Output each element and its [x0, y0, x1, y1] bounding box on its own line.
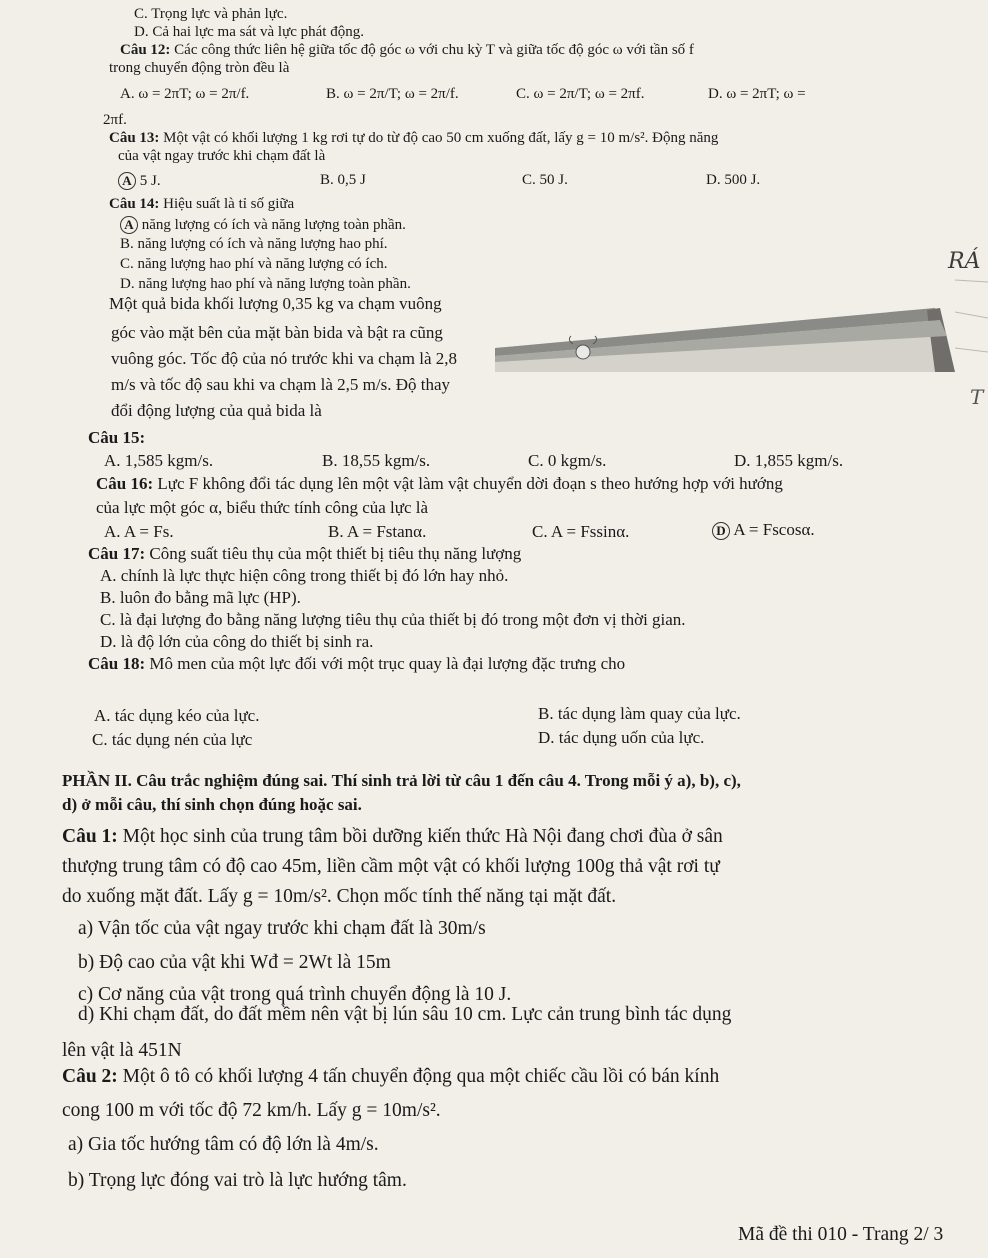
q16-option-d: D A = Fscosα. [712, 520, 815, 540]
q14-option-b: B. năng lượng có ích và năng lượng hao phí. [120, 236, 388, 252]
q12-line1: Câu 12: Các công thức liên hệ giữa tốc độ góc ω với chu kỳ T và giữa tốc độ góc ω với tần số f [120, 42, 694, 58]
q18-option-b: B. tác dụng làm quay của lực. [538, 704, 741, 723]
option-d: D. Cả hai lực ma sát và lực phát động. [134, 24, 364, 40]
p2-item-b: b) Trọng lực đóng vai trò là lực hướng tâm. [68, 1170, 407, 1191]
q18-option-c: C. tác dụng nén của lực [92, 730, 253, 749]
q12-option-b: B. ω = 2π/T; ω = 2π/f. [326, 86, 459, 102]
q12-line2: trong chuyển động tròn đều là [109, 60, 290, 76]
q15-option-c: C. 0 kgm/s. [528, 451, 607, 470]
q12-head: Câu 12: [120, 42, 171, 58]
billiard-table-figure [495, 306, 955, 386]
p1-item-c: c) Cơ năng của vật trong quá trình chuyển động là 10 J. [78, 984, 512, 1005]
q15-line1: Một quả bida khối lượng 0,35 kg va chạm vuông [109, 294, 442, 313]
q15-option-a: A. 1,585 kgm/s. [104, 451, 214, 470]
page-footer: Mã đề thi 010 - Trang 2/ 3 [738, 1224, 944, 1245]
q13-option-b: B. 0,5 J [320, 172, 366, 188]
p2-item-a: a) Gia tốc hướng tâm có độ lớn là 4m/s. [68, 1134, 379, 1155]
q12-option-d: D. ω = 2πT; ω = [708, 86, 806, 102]
q12-option-a: A. ω = 2πT; ω = 2π/f. [120, 86, 250, 102]
q12-option-c: C. ω = 2π/T; ω = 2πf. [516, 86, 645, 102]
q12-option-d-cont: 2πf. [103, 112, 127, 128]
q17-option-a: A. chính là lực thực hiện công trong thiết bị đó lớn hay nhỏ. [100, 566, 509, 585]
p1-line2: thượng trung tâm có độ cao 45m, liền cầm một vật có khối lượng 100g thả vật rơi tự [62, 856, 720, 877]
q14-option-a: A năng lượng có ích và năng lượng toàn phần. [120, 216, 406, 234]
q14-option-c: C. năng lượng hao phí và năng lượng có ích. [120, 256, 388, 272]
p1-item-a: a) Vận tốc của vật ngay trước khi chạm đất là 30m/s [78, 918, 486, 939]
q16-line2: của lực một góc α, biểu thức tính công của lực là [96, 498, 429, 517]
q17-option-b: B. luôn đo bằng mã lực (HP). [100, 588, 301, 607]
q13-line2: của vật ngay trước khi chạm đất là [118, 148, 326, 164]
svg-text:T: T [970, 385, 984, 409]
answer-circle: D [712, 522, 730, 540]
svg-text:RÁ: RÁ [948, 249, 981, 274]
q15-line5: đổi động lượng của quả bida là [111, 401, 322, 420]
q15-line3: vuông góc. Tốc độ của nó trước khi va chạm là 2,8 [111, 349, 457, 368]
q16-line1: Câu 16: Lực F không đổi tác dụng lên một vật làm vật chuyển dời đoạn s theo hướng hợp với hướng [96, 474, 783, 493]
option-c: C. Trọng lực và phản lực. [134, 6, 288, 22]
q16-option-c: C. A = Fssinα. [532, 522, 630, 541]
q17-line: Câu 17: Công suất tiêu thụ của một thiết bị tiêu thụ năng lượng [88, 544, 522, 563]
p1-item-d: d) Khi chạm đất, do đất mềm nên vật bị lún sâu 10 cm. Lực cản trung bình tác dụng [78, 1004, 732, 1025]
q14-line: Câu 14: Hiệu suất là tỉ số giữa [109, 196, 295, 212]
q18-option-a: A. tác dụng kéo của lực. [94, 706, 260, 725]
q14-option-d: D. năng lượng hao phí và năng lượng toàn phần. [120, 276, 411, 292]
p1-item-d-cont: lên vật là 451N [62, 1040, 182, 1061]
q16-option-b: B. A = Fstanα. [328, 522, 427, 541]
q15-line2: góc vào mặt bên của mặt bàn bida và bật ra cũng [111, 323, 443, 342]
p1-line3: do xuống mặt đất. Lấy g = 10m/s². Chọn mốc tính thế năng tại mặt đất. [62, 886, 617, 907]
p1-line1: Câu 1: Một học sinh của trung tâm bồi dưỡng kiến thức Hà Nội đang chơi đùa ở sân [62, 826, 723, 847]
q17-option-d: D. là độ lớn của công do thiết bị sinh ra. [100, 632, 374, 651]
q13-line1: Câu 13: Một vật có khối lượng 1 kg rơi tự do từ độ cao 50 cm xuống đất, lấy g = 10 m/s². Động năng [109, 130, 719, 146]
q16-option-a: A. A = Fs. [104, 522, 174, 541]
q17-option-c: C. là đại lượng đo bằng năng lượng tiêu thụ của thiết bị đó trong một đơn vị thời gian. [100, 610, 686, 629]
q15-head: Câu 15: [88, 428, 146, 447]
billiard-ball [576, 345, 590, 359]
q18-option-d: D. tác dụng uốn của lực. [538, 728, 705, 747]
q15-option-d: D. 1,855 kgm/s. [734, 451, 844, 470]
part2-heading: PHẦN II. Câu trắc nghiệm đúng sai. Thí sinh trả lời từ câu 1 đến câu 4. Trong mỗi ý a), b), c), [62, 771, 741, 790]
p2-line1: Câu 2: Một ô tô có khối lượng 4 tấn chuyển động qua một chiếc cầu lồi có bán kính [62, 1066, 720, 1087]
p1-item-b: b) Độ cao của vật khi Wđ = 2Wt là 15m [78, 952, 391, 973]
answer-circle: A [120, 216, 138, 234]
answer-circle: A [118, 172, 136, 190]
q18-line: Câu 18: Mô men của một lực đối với một trục quay là đại lượng đặc trưng cho [88, 654, 626, 673]
p2-line2: cong 100 m với tốc độ 72 km/h. Lấy g = 10m/s². [62, 1100, 441, 1121]
q13-option-d: D. 500 J. [706, 172, 761, 188]
q13-option-a: A 5 J. [118, 172, 161, 190]
q13-option-c: C. 50 J. [522, 172, 568, 188]
part2-heading-2: d) ở mỗi câu, thí sinh chọn đúng hoặc sai. [62, 795, 362, 814]
q15-option-b: B. 18,55 kgm/s. [322, 451, 431, 470]
q15-line4: m/s và tốc độ sau khi va chạm là 2,5 m/s. Độ thay [111, 375, 450, 394]
